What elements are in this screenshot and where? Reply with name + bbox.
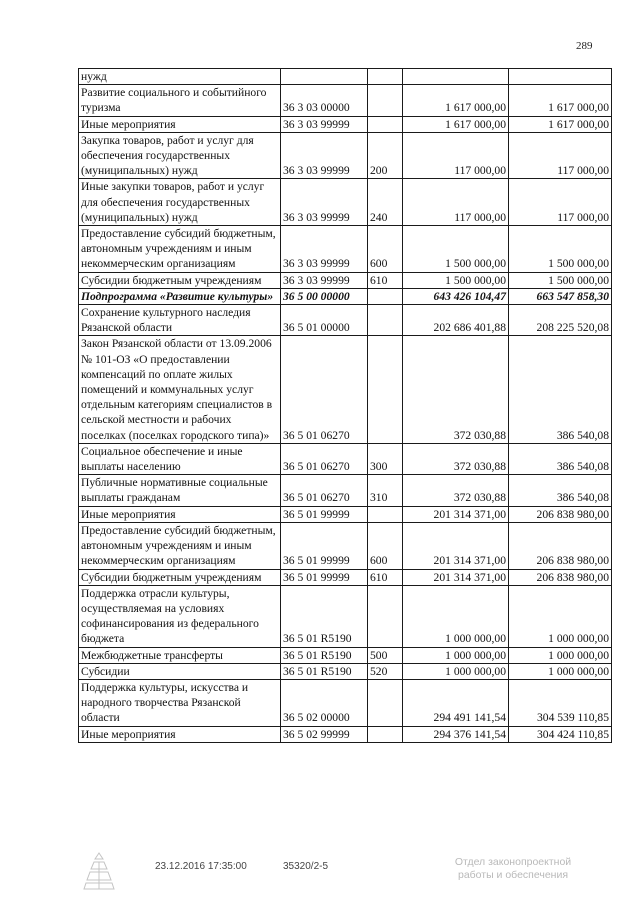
row-amount-2017: 1 500 000,00 bbox=[403, 272, 509, 288]
row-amount-2018: 386 540,08 bbox=[509, 475, 612, 506]
row-name: Сохранение культурного наследия Рязанской области bbox=[79, 305, 281, 336]
table-row bbox=[79, 647, 612, 663]
row-expense-type bbox=[368, 116, 403, 132]
row-amount-2018: 1 000 000,00 bbox=[509, 663, 612, 679]
row-amount-2018: 386 540,08 bbox=[509, 336, 612, 443]
row-target-code: 36 5 01 R5190 bbox=[281, 585, 368, 647]
row-amount-2017: 1 617 000,00 bbox=[403, 116, 509, 132]
row-amount-2017: 1 000 000,00 bbox=[403, 663, 509, 679]
electronic-signature-stamp-icon bbox=[82, 850, 116, 892]
row-expense-type: 310 bbox=[368, 475, 403, 506]
row-expense-type: 610 bbox=[368, 569, 403, 585]
row-name: Подпрограмма «Развитие культуры» bbox=[79, 288, 281, 304]
row-name: Публичные нормативные социальные выплаты гражданам bbox=[79, 475, 281, 506]
row-amount-2017: 201 314 371,00 bbox=[403, 522, 509, 569]
row-name: Закупка товаров, работ и услуг для обеспечения государственных (муниципальных) нужд bbox=[79, 132, 281, 179]
row-expense-type bbox=[368, 679, 403, 726]
row-expense-type bbox=[368, 506, 403, 522]
row-expense-type: 600 bbox=[368, 522, 403, 569]
row-name: Поддержка отрасли культуры, осуществляемая на условиях софинансирования из федерального бюджета bbox=[79, 585, 281, 647]
row-expense-type: 520 bbox=[368, 663, 403, 679]
row-name: Иные мероприятия bbox=[79, 726, 281, 742]
row-amount-2018 bbox=[509, 69, 612, 85]
table-row bbox=[79, 272, 612, 288]
row-amount-2017: 201 314 371,00 bbox=[403, 569, 509, 585]
watermark-text: Отдел законопроектной работы и обеспечения bbox=[454, 856, 572, 881]
row-amount-2018: 1 000 000,00 bbox=[509, 647, 612, 663]
row-amount-2017: 1 000 000,00 bbox=[403, 647, 509, 663]
row-target-code: 36 3 03 99999 bbox=[281, 226, 368, 273]
table-row bbox=[79, 522, 612, 569]
row-name: Поддержка культуры, искусства и народного творчества Рязанской области bbox=[79, 679, 281, 726]
row-amount-2017: 372 030,88 bbox=[403, 475, 509, 506]
row-target-code: 36 5 01 06270 bbox=[281, 475, 368, 506]
table-row bbox=[79, 443, 612, 474]
footer-timestamp: 23.12.2016 17:35:00 bbox=[155, 861, 247, 872]
table-row bbox=[79, 679, 612, 726]
row-target-code: 36 5 01 99999 bbox=[281, 569, 368, 585]
row-target-code: 36 3 03 99999 bbox=[281, 116, 368, 132]
table-row bbox=[79, 663, 612, 679]
row-amount-2017: 372 030,88 bbox=[403, 336, 509, 443]
row-amount-2018: 117 000,00 bbox=[509, 132, 612, 179]
row-amount-2018: 304 539 110,85 bbox=[509, 679, 612, 726]
table-row bbox=[79, 132, 612, 179]
row-name: Иные мероприятия bbox=[79, 506, 281, 522]
row-amount-2018: 1 617 000,00 bbox=[509, 85, 612, 116]
row-target-code: 36 5 01 R5190 bbox=[281, 663, 368, 679]
row-name: Межбюджетные трансферты bbox=[79, 647, 281, 663]
table-row bbox=[79, 69, 612, 85]
row-target-code bbox=[281, 69, 368, 85]
row-amount-2018: 386 540,08 bbox=[509, 443, 612, 474]
row-amount-2018: 1 500 000,00 bbox=[509, 226, 612, 273]
table-row bbox=[79, 226, 612, 273]
row-amount-2018: 1 000 000,00 bbox=[509, 585, 612, 647]
row-amount-2017: 1 617 000,00 bbox=[403, 85, 509, 116]
row-name: Социальное обеспечение и иные выплаты населению bbox=[79, 443, 281, 474]
row-name: Предоставление субсидий бюджетным, автономным учреждениям и иным некоммерческим организациям bbox=[79, 226, 281, 273]
row-amount-2017: 294 376 141,54 bbox=[403, 726, 509, 742]
row-target-code: 36 3 03 99999 bbox=[281, 132, 368, 179]
row-name: Предоставление субсидий бюджетным, автономным учреждениям и иным некоммерческим организациям bbox=[79, 522, 281, 569]
row-name: Субсидии бюджетным учреждениям bbox=[79, 569, 281, 585]
row-expense-type bbox=[368, 726, 403, 742]
table-row bbox=[79, 569, 612, 585]
row-amount-2017: 372 030,88 bbox=[403, 443, 509, 474]
row-amount-2018: 304 424 110,85 bbox=[509, 726, 612, 742]
row-expense-type bbox=[368, 288, 403, 304]
row-amount-2018: 206 838 980,00 bbox=[509, 569, 612, 585]
row-amount-2018: 206 838 980,00 bbox=[509, 522, 612, 569]
table-row bbox=[79, 506, 612, 522]
row-target-code: 36 5 01 06270 bbox=[281, 336, 368, 443]
row-name: Иные закупки товаров, работ и услуг для обеспечения государственных (муниципальных) нужд bbox=[79, 179, 281, 226]
row-name: Иные мероприятия bbox=[79, 116, 281, 132]
row-expense-type: 240 bbox=[368, 179, 403, 226]
row-target-code: 36 3 03 99999 bbox=[281, 272, 368, 288]
row-expense-type bbox=[368, 305, 403, 336]
budget-table-body bbox=[79, 69, 612, 743]
row-target-code: 36 5 02 00000 bbox=[281, 679, 368, 726]
row-target-code: 36 5 01 00000 bbox=[281, 305, 368, 336]
row-expense-type: 200 bbox=[368, 132, 403, 179]
row-amount-2017: 643 426 104,47 bbox=[403, 288, 509, 304]
table-row bbox=[79, 288, 612, 304]
page-number: 289 bbox=[576, 40, 593, 52]
row-name: Закон Рязанской области от 13.09.2006 № 101-ОЗ «О предоставлении компенсаций по оплате жилых помещений и коммунальных услуг отдельным категориям специалистов в сельской местности и рабочих поселках (поселках городского типа)» bbox=[79, 336, 281, 443]
row-amount-2017 bbox=[403, 69, 509, 85]
row-expense-type: 500 bbox=[368, 647, 403, 663]
row-amount-2017: 117 000,00 bbox=[403, 179, 509, 226]
row-expense-type bbox=[368, 85, 403, 116]
row-amount-2017: 202 686 401,88 bbox=[403, 305, 509, 336]
table-row bbox=[79, 179, 612, 226]
row-target-code: 36 3 03 00000 bbox=[281, 85, 368, 116]
row-expense-type bbox=[368, 585, 403, 647]
table-row bbox=[79, 336, 612, 443]
row-amount-2017: 1 000 000,00 bbox=[403, 585, 509, 647]
table-row bbox=[79, 305, 612, 336]
row-target-code: 36 5 01 R5190 bbox=[281, 647, 368, 663]
row-name: Развитие социального и событийного туризма bbox=[79, 85, 281, 116]
row-expense-type: 300 bbox=[368, 443, 403, 474]
row-amount-2017: 294 491 141,54 bbox=[403, 679, 509, 726]
row-amount-2018: 206 838 980,00 bbox=[509, 506, 612, 522]
row-amount-2018: 117 000,00 bbox=[509, 179, 612, 226]
row-expense-type bbox=[368, 336, 403, 443]
row-name: Субсидии бюджетным учреждениям bbox=[79, 272, 281, 288]
row-amount-2017: 117 000,00 bbox=[403, 132, 509, 179]
table-row bbox=[79, 726, 612, 742]
row-amount-2017: 1 500 000,00 bbox=[403, 226, 509, 273]
row-expense-type: 610 bbox=[368, 272, 403, 288]
row-target-code: 36 5 01 99999 bbox=[281, 506, 368, 522]
budget-table bbox=[78, 68, 612, 743]
row-amount-2018: 1 617 000,00 bbox=[509, 116, 612, 132]
row-amount-2018: 1 500 000,00 bbox=[509, 272, 612, 288]
row-name: Субсидии bbox=[79, 663, 281, 679]
row-name: нужд bbox=[79, 69, 281, 85]
row-target-code: 36 5 02 99999 bbox=[281, 726, 368, 742]
row-amount-2017: 201 314 371,00 bbox=[403, 506, 509, 522]
footer-document-id: 35320/2-5 bbox=[283, 861, 329, 872]
row-expense-type: 600 bbox=[368, 226, 403, 273]
row-amount-2018: 663 547 858,30 bbox=[509, 288, 612, 304]
table-row bbox=[79, 85, 612, 116]
row-amount-2018: 208 225 520,08 bbox=[509, 305, 612, 336]
row-target-code: 36 3 03 99999 bbox=[281, 179, 368, 226]
row-target-code: 36 5 01 99999 bbox=[281, 522, 368, 569]
table-row bbox=[79, 116, 612, 132]
row-target-code: 36 5 01 06270 bbox=[281, 443, 368, 474]
table-row bbox=[79, 585, 612, 647]
row-target-code: 36 5 00 00000 bbox=[281, 288, 368, 304]
table-row bbox=[79, 475, 612, 506]
row-expense-type bbox=[368, 69, 403, 85]
